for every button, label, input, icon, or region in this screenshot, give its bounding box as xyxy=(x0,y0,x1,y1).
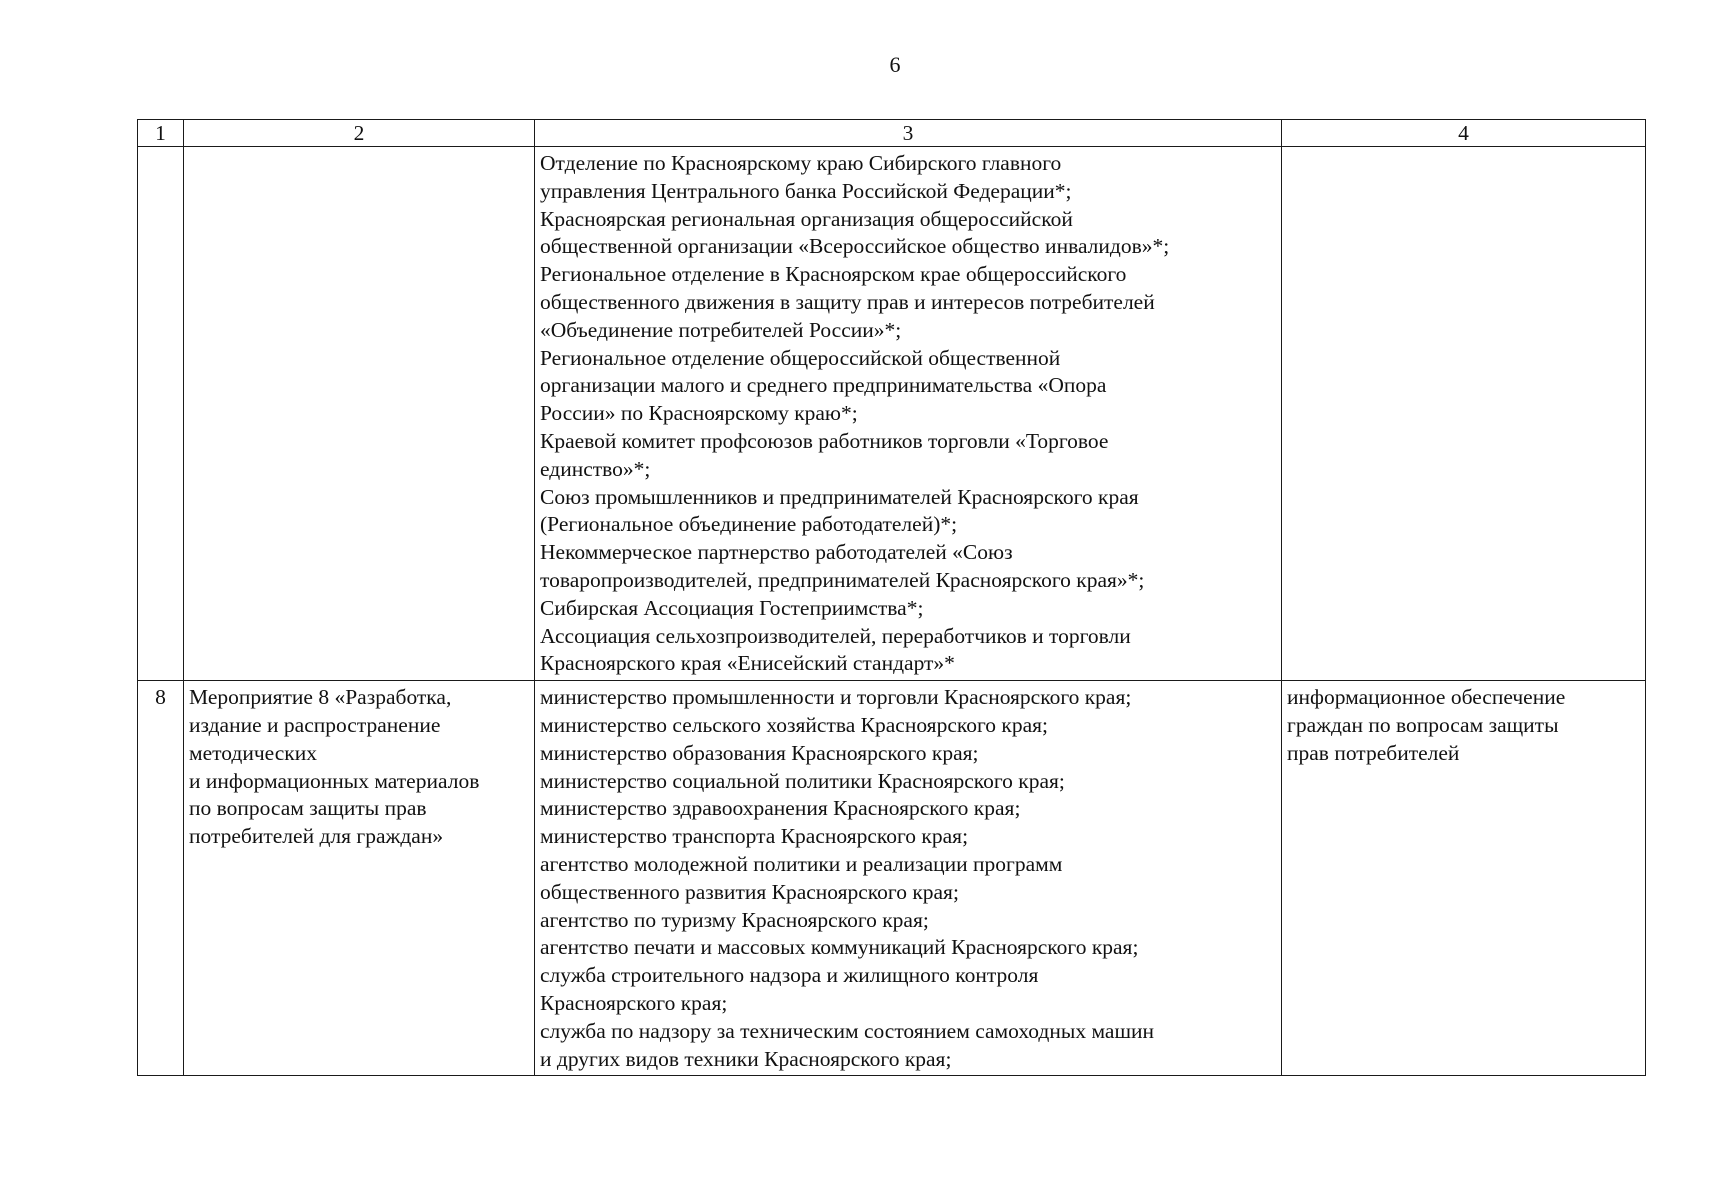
cell-text-line: «Объединение потребителей России»*; xyxy=(540,317,902,342)
row-number xyxy=(143,147,178,152)
cell-text-line: информационное обеспечение xyxy=(1287,685,1566,710)
cell-text-line: Региональное отделение общероссийской общественной xyxy=(540,345,1061,370)
cell-text-line: Некоммерческое партнерство работодателей «Союз xyxy=(540,540,1013,565)
cell-text-line: потребителей для граждан» xyxy=(189,824,444,849)
cell-text-line: Мероприятие 8 «Разработка, xyxy=(189,685,452,710)
header-col-2: 2 xyxy=(184,120,535,147)
cell-text-line: товаропроизводителей, предпринимателей Красноярского края»*; xyxy=(540,567,1145,592)
cell-text-line: агентство по туризму Красноярского края; xyxy=(540,907,929,932)
cell-text-line: общественной организации «Всероссийское общество инвалидов»*; xyxy=(540,234,1170,259)
cell-text-line: министерство промышленности и торговли Красноярского края; xyxy=(540,685,1132,710)
table-row xyxy=(138,147,1646,681)
cell-text-line: министерство образования Красноярского края; xyxy=(540,740,979,765)
cell-text-line: издание и распространение xyxy=(189,712,441,737)
cell-text-line: и информационных материалов xyxy=(189,768,480,793)
result-cell xyxy=(1282,147,1646,681)
cell-text-line: граждан по вопросам защиты xyxy=(1287,712,1559,737)
cell-text-line: прав потребителей xyxy=(1287,740,1460,765)
cell-text-line: единство»*; xyxy=(540,456,651,481)
row-number-cell xyxy=(138,681,184,1076)
cell-text-line: министерство здравоохранения Красноярского края; xyxy=(540,796,1021,821)
cell-text-line: и других видов техники Красноярского края; xyxy=(540,1046,952,1071)
cell-text-line: Красноярского края «Енисейский стандарт»* xyxy=(540,651,955,676)
cell-text-line: Ассоциация сельхозпроизводителей, переработчиков и торговли xyxy=(540,623,1131,648)
cell-text-line: министерство сельского хозяйства Красноярского края; xyxy=(540,712,1048,737)
cell-text-line: министерство социальной политики Красноярского края; xyxy=(540,768,1065,793)
cell-text-line: России» по Красноярскому краю*; xyxy=(540,401,858,426)
header-col-3: 3 xyxy=(535,120,1282,147)
cell-text-line: (Региональное объединение работодателей)*; xyxy=(540,512,958,537)
cell-text-line: служба по надзору за техническим состоянием самоходных машин xyxy=(540,1018,1155,1043)
header-col-4: 4 xyxy=(1282,120,1646,147)
cell-text-line: общественного развития Красноярского края; xyxy=(540,879,959,904)
cell-text-line: Красноярская региональная организация общероссийской xyxy=(540,206,1073,231)
header-col-1: 1 xyxy=(138,120,184,147)
row-number-cell xyxy=(138,147,184,681)
cell-text-line: агентство молодежной политики и реализации программ xyxy=(540,851,1063,876)
table-header-row xyxy=(138,120,1646,147)
participants-cell xyxy=(535,147,1282,681)
measure-name-cell xyxy=(184,681,535,1076)
cell-text-line: Краевой комитет профсоюзов работников торговли «Торговое xyxy=(540,428,1109,453)
cell-text-line: агентство печати и массовых коммуникаций Красноярского края; xyxy=(540,935,1139,960)
cell-text-line: по вопросам защиты прав xyxy=(189,796,427,821)
cell-text-line: министерство транспорта Красноярского края; xyxy=(540,824,969,849)
cell-text-line: служба строительного надзора и жилищного контроля xyxy=(540,963,1039,988)
row-number: 8 xyxy=(155,685,166,710)
cell-text-line: Красноярского края; xyxy=(540,990,728,1015)
cell-text-line: управления Центрального банка Российской Федерации*; xyxy=(540,178,1072,203)
cell-text-line: общественного движения в защиту прав и интересов потребителей xyxy=(540,289,1155,314)
table-row xyxy=(138,681,1646,1076)
participants-cell xyxy=(535,681,1282,1076)
measures-table xyxy=(137,119,1646,1076)
measure-name-cell xyxy=(184,147,535,681)
cell-text-line: методических xyxy=(189,740,317,765)
page-number: 6 xyxy=(889,52,901,77)
result-cell xyxy=(1282,681,1646,1076)
cell-text-line: Региональное отделение в Красноярском крае общероссийского xyxy=(540,262,1127,287)
cell-text-line: Союз промышленников и предпринимателей Красноярского края xyxy=(540,484,1139,509)
cell-text-line: Сибирская Ассоциация Гостеприимства*; xyxy=(540,595,924,620)
cell-text-line: Отделение по Красноярскому краю Сибирского главного xyxy=(540,151,1062,175)
cell-text-line: организации малого и среднего предпринимательства «Опора xyxy=(540,373,1107,398)
